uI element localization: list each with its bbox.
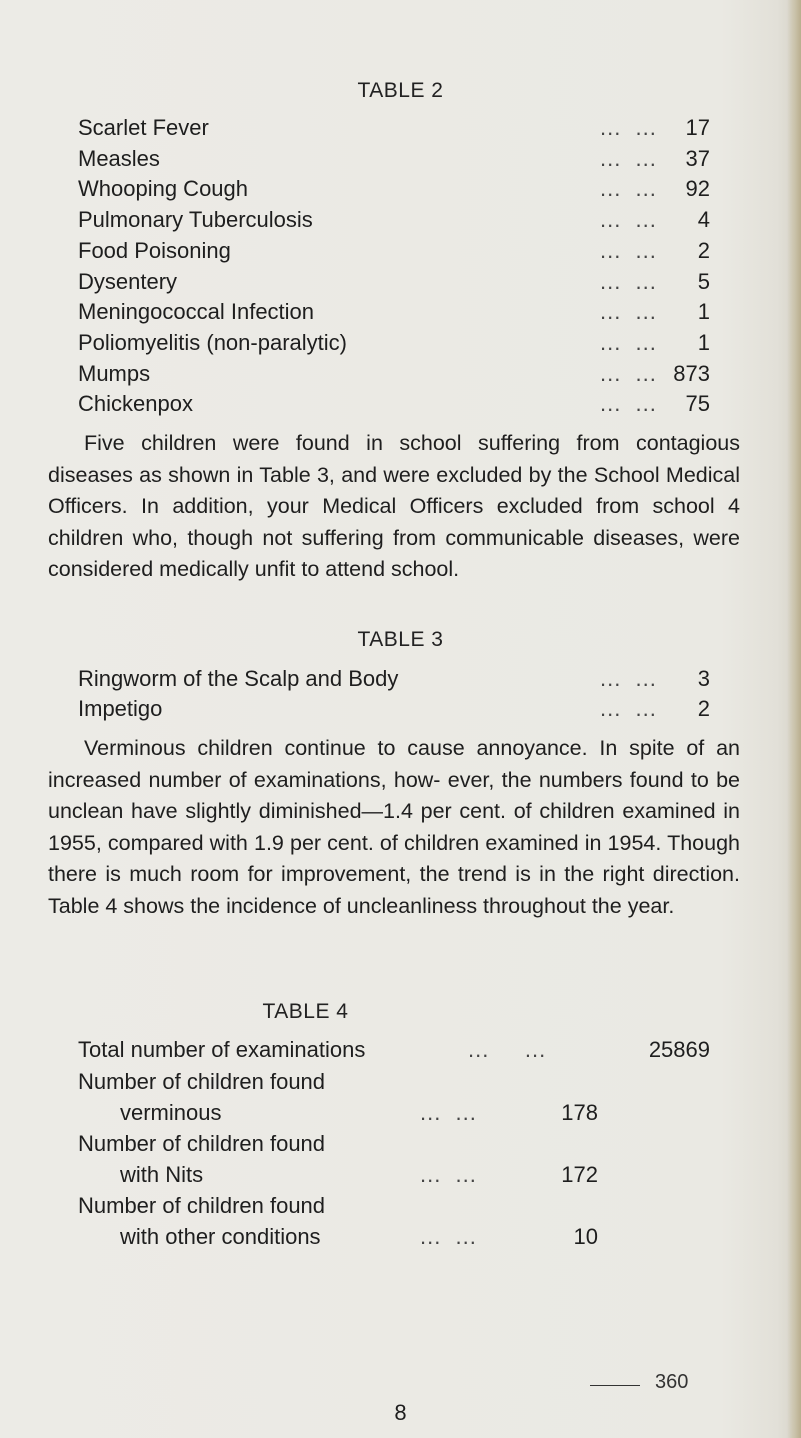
table-4-row-value: 10 [573,1224,598,1249]
table-4-row [120,1160,598,1190]
table-2-row [78,359,710,389]
paragraph-exclusions-text: Five children were found in school suffering from contagious diseases as shown in Table 3, and were excluded by the School Medical Officers. In addition, your Medical Officers excluded from school 4 children who, though not suffering from communicable diseases, were considered medically unfit to attend school. [48,431,740,581]
table-2-row-value: 2 [697,237,710,263]
leader-dots: ... ... [600,176,657,202]
table-2-row-value: 4 [697,207,710,233]
table-3-row-value: 2 [697,696,710,721]
leader-dots: ... ... [600,696,657,721]
table-3-row [78,694,710,724]
table-3-row-label: Impetigo [78,696,163,721]
table-2-row-value: 37 [685,145,710,171]
table-4-row-value: 178 [561,1100,598,1125]
table-2-row-label: Measles [78,145,160,171]
table-2-row-value: 1 [697,299,710,325]
leader-dots: ... ... [600,237,657,263]
leader-dots: ... ... [600,666,657,691]
table-2-row-label: Mumps [78,360,151,386]
sum-rule [590,1385,640,1386]
table-2-row-value: 92 [685,176,710,202]
table-4-row [120,1098,598,1128]
table-2-row-value: 5 [697,268,710,294]
table-2-row-label: Chickenpox [78,391,193,417]
leader-dots: ... ... [420,1224,477,1249]
leader-dots: ... ... [420,1100,477,1125]
table-2-row [78,267,710,297]
table-4-row-heading [78,1191,598,1221]
table-4-row-label: Number of children found [78,1069,326,1094]
table-2-row [78,174,710,204]
table-4-total-row [78,1035,710,1065]
table-4-row-label: Number of children found [78,1193,326,1218]
table-4-row-label: Number of children found [78,1131,326,1156]
table-4-row-sublabel: verminous [120,1100,222,1125]
leader-dots: ... ... [600,115,657,140]
table-4-row-sublabel: with Nits [120,1162,204,1187]
page-number: 8 [394,1400,407,1425]
table-4-row [120,1222,598,1252]
leader-dots: ... ... [600,207,657,233]
table-4-row-heading [78,1129,598,1159]
table-2-row-label: Meningococcal Infection [78,299,315,325]
table-3-title: TABLE 3 [357,628,444,651]
leader-dots: ... ... [600,145,657,171]
page-edge [787,0,801,1438]
table-4-total-label: Total number of examinations [78,1037,366,1062]
leader-dots: ... ... [600,268,657,294]
table-2-title: TABLE 2 [357,79,444,102]
table-2-row-value: 75 [685,391,710,417]
table-2-row-label: Dysentery [78,268,178,294]
table-2-row-label: Food Poisoning [78,237,231,263]
leader-dots: ... ... [600,360,657,386]
table-2-row [78,328,710,358]
table-4-total-value: 25869 [648,1037,710,1062]
table-2-row [78,113,710,143]
table-4-sum: 360 [655,1371,689,1393]
leader-dots: ... ... [600,391,657,417]
table-3-row [78,664,710,694]
table-4-row-heading [78,1067,598,1097]
table-2-row-label: Scarlet Fever [78,115,209,140]
paragraph-verminous [48,733,740,922]
leader-dots: ... ... [600,299,657,325]
table-2-row [78,389,710,419]
table-2-row-value: 873 [673,360,710,386]
table-4-row-sublabel: with other conditions [120,1224,321,1249]
leader-dots: ... ... [600,329,657,355]
paragraph-exclusions [48,428,740,586]
table-2-row-label: Whooping Cough [78,176,249,202]
table-2-row-value: 17 [685,115,710,140]
table-2-row-label: Poliomyelitis (non-paralytic) [78,329,347,355]
paragraph-verminous-text: Verminous children continue to cause annoyance. In spite of an increased number of examinations, how- ever, the numbers found to be unclean have slightly diminished—1.4 per cent. of children examined in 1955, compared with 1.9 per cent. of children examined in 1954. Though there is much room for improvement, the trend is in the right direction. Table 4 shows the incidence of uncleanliness throughout the year. [48,736,740,918]
table-2-row-value: 1 [697,329,710,355]
table-4-title: TABLE 4 [262,1000,349,1023]
table-4-row-value: 172 [561,1162,598,1187]
leader-dots: ... ... [420,1162,477,1187]
table-3-row-label: Ringworm of the Scalp and Body [78,666,399,691]
table-2-row [78,297,710,327]
table-2-row [78,236,710,266]
table-2-row [78,144,710,174]
table-2-row [78,205,710,235]
table-3-row-value: 3 [697,666,710,691]
table-2-row-label: Pulmonary Tuberculosis [78,207,313,233]
leader-dots: ... ... [468,1037,547,1062]
